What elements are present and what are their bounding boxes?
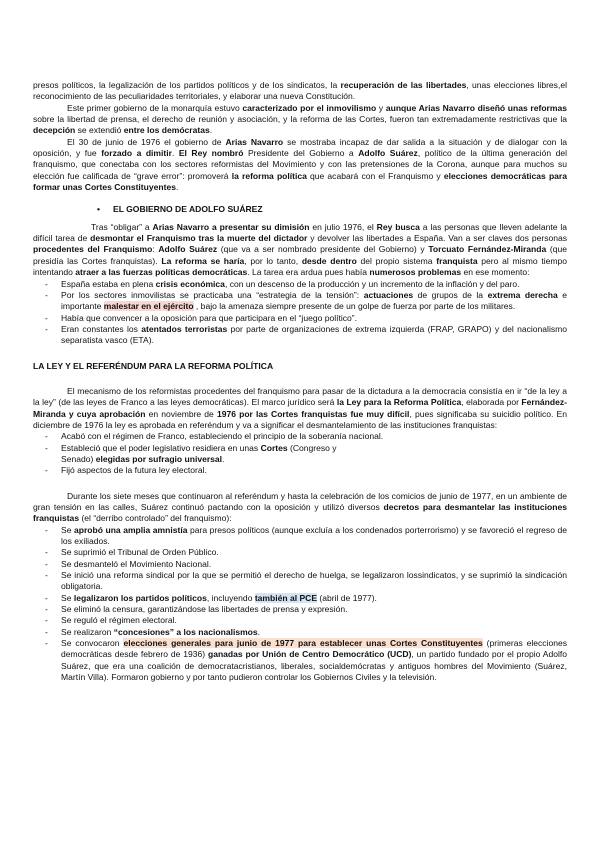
bullet-icon: • xyxy=(97,204,100,215)
list-item: - Se eliminó la censura, garantizándose las libertades de prensa y expresión. xyxy=(45,604,348,615)
dash-icon: - xyxy=(45,323,48,334)
dash-icon: - xyxy=(45,615,48,626)
dash-icon: - xyxy=(45,558,48,569)
list-item: - Se convocaron elecciones generales para junio de 1977 para establecer unas Cortes Constituyentes (primeras elecciones democráticas desde febrero de 1936) ganadas por Unión de Centro Democrático (UCD), un partido fundado por el propio Adolfo Suárez, que era una coalición de democratacristianos, liberales, socialdemócratas y antiguos hombres del Movimiento (Suárez, Martín Villa). Formaron gobierno y por tanto pudieron controlar los Gobiernos Civiles y la televisión. xyxy=(45,638,568,683)
paragraph-first-government: Este primer gobierno de la monarquía estuvo caracterizado por el inmovilismo y aunque Arias Navarro diseñó unas reformas sobre la libertad de prensa, el derecho de reunión y asociación, y la reforma de las Cortes, fueron tan extremadamente restrictivas que la decepción se extendió entre los demócratas. xyxy=(33,102,567,136)
list-item: - Acabó con el régimen de Franco, estableciendo el principio de la soberanía nacional. xyxy=(45,431,384,442)
spacer xyxy=(33,477,567,491)
decrees-list xyxy=(33,525,567,684)
section-title-suarez-government: • EL GOBIERNO DE ADOLFO SUÁREZ xyxy=(97,204,263,215)
list-item: - Se legalizaron los partidos políticos, incluyendo también al PCE (abril de 1977). xyxy=(45,592,377,603)
list-item: - Fijó aspectos de la futura ley electoral. xyxy=(45,465,207,476)
dash-icon: - xyxy=(45,592,48,603)
paragraph-suarez-government: Tras “obligar” a Arias Navarro a presentar su dimisión en julio 1976, el Rey busca a las personas que lleven adelante la difícil tarea de desmontar el Franquismo tras la muerte del dictador y devolver las libertades a España. Van a ser claves dos personas procedentes del Franquismo: Adolfo Suárez (que va a ser nombrado presidente del Gobierno) y Torcuato Fernández-Miranda (que presidía las Cortes franquistas). La reforma se haría, por lo tanto, desde dentro del propio sistema franquista pero al mismo tiempo intentando atraer a las fuerzas políticas democráticas. La tarea era ardua pues había numerosos problemas en ese momento: xyxy=(33,221,567,278)
list-item: - Se realizaron “concesiones” a los nacionalismos. xyxy=(45,626,261,637)
problems-list xyxy=(33,279,567,347)
list-item: - Eran constantes los atentados terroristas por parte de organizaciones de extrema izquierda (FRAP, GRAPO) y del nacionalismo separatista vasco (ETA). xyxy=(45,323,567,346)
list-item: - Se aprobó una amplia amnistía para presos políticos (aunque excluía a los condenados porterrorismo) y se favoreció el regreso de los exiliados. xyxy=(45,524,567,547)
list-item-continuation: Senado) elegidas por sufragio universal. xyxy=(61,453,225,464)
document-body xyxy=(33,80,567,684)
list-item: - Se reguló el régimen electoral. xyxy=(45,615,177,626)
dash-icon: - xyxy=(45,604,48,615)
spacer xyxy=(33,193,567,204)
dash-icon: - xyxy=(45,524,48,535)
dash-icon: - xyxy=(45,547,48,558)
list-item: - Se suprimió el Tribunal de Orden Público. xyxy=(45,547,219,558)
list-item: - Había que convencer a la oposición para que participara en el “juego político”. xyxy=(45,312,358,323)
paragraph-reform-law: El mecanismo de los reformistas procedentes del franquismo para pasar de la dictadura a la democracia consistía en ir “de la ley a la ley” (de las leyes de Franco a las leyes democráticas). El marco jurídico será la Ley para la Reforma Política, elaborada por Fernández-Miranda y cuya aprobación en noviembre de 1976 por las Cortes franquistas fue muy difícil, pues significaba su suicidio político. En diciembre de 1976 la ley es aprobada en referéndum y va a significar el desmantelamiento de las instituciones franquistas: xyxy=(33,385,567,430)
highlight-elections: elecciones generales para junio de 1977 para establecer unas Cortes Constituyentes xyxy=(123,638,483,649)
reform-effects-list xyxy=(33,431,567,476)
dash-icon: - xyxy=(45,465,48,476)
section-title-political-reform: LA LEY Y EL REFERÉNDUM PARA LA REFORMA POLÍTICA xyxy=(33,360,274,371)
dash-icon: - xyxy=(45,431,48,442)
highlight-military: malestar en el ejército xyxy=(103,301,194,312)
dash-icon: - xyxy=(45,289,48,300)
dash-icon: - xyxy=(45,442,48,453)
paragraph-demands: presos políticos, la legalización de los partidos políticos y de los sindicatos, la recuperación de las libertades, unas elecciones libres,el reconocimiento de las peculiaridades territoriales, y elaborar una nueva Constitución. xyxy=(33,80,567,102)
spacer xyxy=(33,372,567,386)
spacer xyxy=(33,347,567,361)
list-item: - Por los sectores inmovilistas se practicaba una “estrategia de la tensión”: actuaciones de grupos de la extrema derecha e importante malestar en el ejército , bajo la amenaza siempre presente de un golpe de fuerza por parte de los militares. xyxy=(45,289,567,312)
paragraph-arias-resignation: El 30 de junio de 1976 el gobierno de Arias Navarro se mostraba incapaz de dar salida a la situación y de dialogar con la oposición, y fue forzado a dimitir. El Rey nombró Presidente del Gobierno a Adolfo Suárez, político de la última generación del franquismo, que conectaba con los sectores reformistas del Movimiento y con las pretensiones de la Corona, aunque para muchos su elección fue calificada de “grave error”: promoverá la reforma política que acabará con el Franquismo y elecciones democráticas para formar unas Cortes Constituyentes. xyxy=(33,136,568,193)
dash-icon: - xyxy=(45,278,48,289)
list-item: - Estableció que el poder legislativo residiera en unas Cortes (Congreso y xyxy=(45,442,337,453)
dash-icon: - xyxy=(45,626,48,637)
list-item: - Se desmanteló el Movimiento Nacional. xyxy=(45,558,212,569)
dash-icon: - xyxy=(45,570,48,581)
list-item: - España estaba en plena crisis económica, con un descenso de la producción y un incremento de la inflación y del paro. xyxy=(45,278,520,289)
highlight-pce: también al PCE xyxy=(254,592,318,603)
paragraph-decrees: Durante los siete meses que continuaron al referéndum y hasta la celebración de los comicios de junio de 1977, en un ambiente de gran tensión en las calles, Suárez continuó pactando con la oposición y utilizó diversos decretos para desmantelar las instituciones franquistas (el “derribo controlado” del franquismo): xyxy=(33,490,567,524)
list-item: - Se inició una reforma sindical por la que se permitió el derecho de huelga, se legalizaron lossindicatos, y se suprimió la sindicación obligatoria. xyxy=(45,570,567,592)
dash-icon: - xyxy=(45,312,48,323)
dash-icon: - xyxy=(45,638,48,649)
